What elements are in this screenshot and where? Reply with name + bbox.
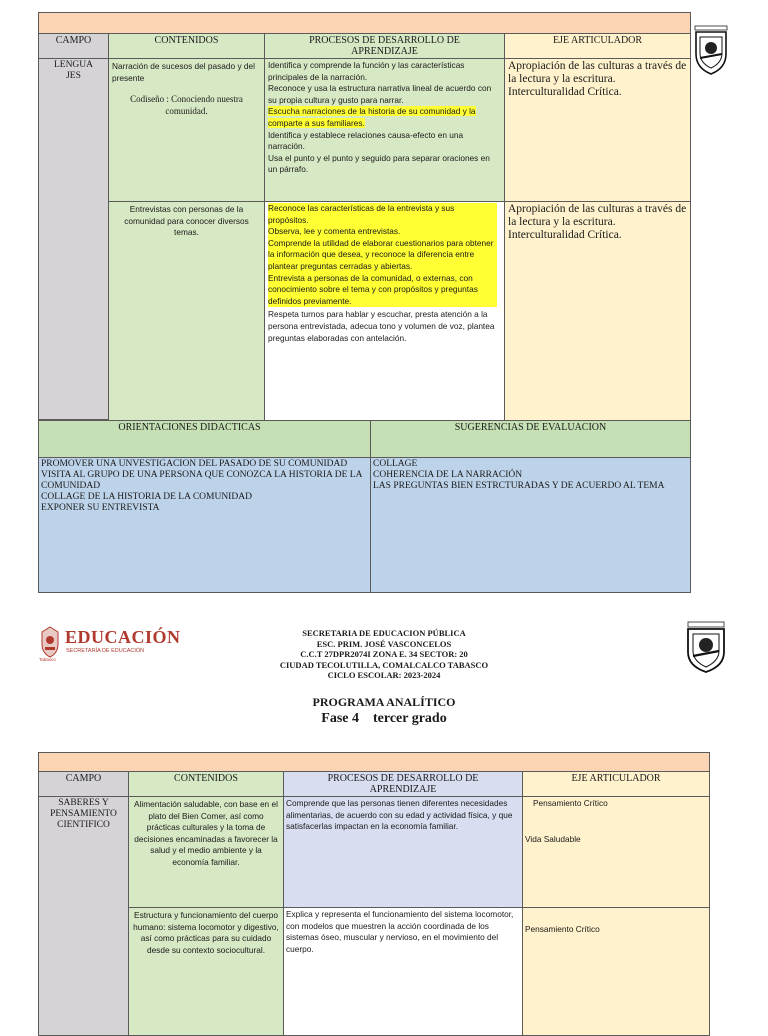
table2-row1-eje-2: Vida Saludable [525,833,581,844]
table2-header-procesos: PROCESOS DE DESARROLLO DE APRENDIZAJE [283,771,523,797]
page-title: PROGRAMA ANALÍTICO [312,695,456,709]
table1-row1-procesos-1: Identifica y comprende la función y las características principales de la narración. [268,60,465,82]
header-line: CICLO ESCOLAR: 2023-2024 [327,670,441,680]
table1-row2-procesos-hl-2: Observa, lee y comenta entrevistas. [268,226,401,237]
table2-row2-eje-text: Pensamiento Crítico [525,924,600,934]
table1-row1-contenidos-1: Narración de sucesos del pasado y del presente [112,61,255,83]
sugerencia-item: COLLAGE [373,459,418,469]
table2-row1-eje-1: Pensamiento Crítico [533,798,608,808]
header-line: CIUDAD TECOLUTILLA, COMALCALCO TABASCO [279,659,489,670]
school-header-block [230,628,538,681]
sugerencias-body [370,457,691,593]
table1-row2-contenidos-text: Entrevistas con personas de la comunidad para conocer diversos temas. [124,204,249,238]
sugerencia-item: LAS PREGUNTAS BIEN ESTRCTURADAS Y DE ACUERDO AL TEMA [373,481,665,491]
table1-row2-procesos-5: Respeta turnos para hablar y escuchar, presta atención a la persona entrevistada, adecua tono y volumen de voz, plantea preguntas elaboradas con antelación. [268,309,495,343]
table2-top-band [38,752,710,772]
table2-row1-procesos [283,796,523,908]
table1-campo-value: LENGUAJES [53,60,94,81]
table1-row2-procesos-hl-3: Comprende la utilidad de elaborar cuestionarios para obtener la información que desea, y reconoce la diferencia entre plantear preguntas cerradas y abiertas. [268,237,494,271]
table1-campo-cell [38,58,109,420]
table2-row1-contenidos [128,796,284,908]
orientaciones-body [38,457,371,593]
table1-row1-procesos [264,58,505,202]
orientacion-item: PROMOVER UNA UNVESTIGACION DEL PASADO DE SU COMUNIDAD [41,459,348,469]
orientacion-item: VISITA AL GRUPO DE UNA PERSONA QUE CONOZCA LA HISTORIA DE LA COMUNIDAD [41,470,362,491]
table1-row2-procesos-hl-1: Reconoce las características de la entrevista y sus propósitos. [268,203,455,225]
header-line: ESC. PRIM. JOSÉ VASCONCELOS [316,638,452,649]
table1-row1-eje-text: Apropiación de las culturas a través de la lectura y la escritura. Interculturalidad Crítica. [508,60,687,98]
table1-row1-eje [504,58,691,202]
header-line: C.C.T 27DPR2074I ZONA E. 34 SECTOR: 20 [300,649,468,659]
sep-tabasco-logo [38,624,198,664]
table1-header-campo: CAMPO [38,33,109,59]
table1-header-procesos: PROCESOS DE DESARROLLO DE APRENDIZAJE [264,33,505,59]
sugerencia-item: COHERENCIA DE LA NARRACIÓN [373,470,523,480]
school-emblem-icon [684,620,728,674]
orientacion-item: COLLAGE DE LA HISTORIA DE LA COMUNIDAD [41,492,252,502]
table1-row2-procesos [264,201,505,421]
table2-row2-contenidos-text: Estructura y funcionamiento del cuerpo humano: sistema locomotor y digestivo, así como prácticas para su cuidado desde su contexto sociocultural. [133,910,279,955]
sugerencias-header: SUGERENCIAS DE EVALUACION [370,420,691,458]
table2-header-eje: EJE ARTICULADOR [522,771,710,797]
table2-row2-eje [522,907,710,1036]
logo-state: Tabasco [39,657,56,662]
table1-row2-procesos-hl-4: Entrevista a personas de la comunidad, o externas, con conocimiento sobre el tema y con propósitos y preguntas definidos previamente. [268,272,478,306]
table1-row1-contenidos-2: Codiseño : Conociendo nuestra comunidad. [130,94,243,116]
table2-header-contenidos: CONTENIDOS [128,771,284,797]
table1-row1-procesos-4: Identifica y establece relaciones causa-efecto en una narración. [268,129,464,152]
table2-header-campo: CAMPO [38,771,129,797]
table2-row1-contenidos-text: Alimentación saludable, con base en el plato del Bien Comer, así como prácticas culturales y la toma de decisiones encaminadas a favorecer la salud y el medio ambiente y la economía familiar. [134,799,278,867]
table1-row1-contenidos [108,58,265,202]
table1-row2-eje [504,201,691,421]
orientaciones-header: ORIENTACIONES DIDACTICAS [38,420,371,458]
header-line: SECRETARIA DE EDUCACION PÚBLICA [302,628,466,638]
table2-row2-contenidos [128,907,284,1036]
table1-row1-procesos-5: Usa el punto y el punto y seguido para separar oraciones en un párrafo. [268,152,490,175]
table1-header-contenidos: CONTENIDOS [108,33,265,59]
school-emblem-icon [692,24,730,76]
logo-word: EDUCACIÓN [65,627,181,647]
orientacion-item: EXPONER SU ENTREVISTA [41,503,160,513]
table1-row1-procesos-2: Reconoce y usa la estructura narrativa lineal de acuerdo con su propia cultura y gusto para narrar. [268,83,492,105]
table2-row1-eje [522,796,710,908]
table1-header-eje: EJE ARTICULADOR [504,33,691,59]
table2-campo-cell [38,796,129,1036]
table2-campo-value: SABERES Y PENSAMIENTO CIENTIFICO [50,798,117,830]
table1-row2-contenidos [108,201,265,421]
table1-top-band [38,12,691,34]
table1-row2-eje-text: Apropiación de las culturas a través de la lectura y la escritura. Interculturalidad Crítica. [508,203,687,241]
table1-row1-procesos-3-highlighted: Escucha narraciones de la historia de su comunidad y la comparte a sus familiares. [268,106,476,128]
table2-row2-procesos [283,907,523,1036]
table2-row2-procesos-text: Explica y representa el funcionamiento del sistema locomotor, con modelos que muestren la acción coordinada de los sistemas óseo, muscular y nervioso, en el movimiento del cuerpo. [286,909,514,954]
logo-sub: SECRETARÍA DE EDUCACIÓN [66,648,145,654]
table2-row1-procesos-text: Comprende que las personas tienen diferentes necesidades alimentarias, de acuerdo con su edad y actividad física, y que satisfacerlas impactan en la economía familiar. [286,798,513,832]
page-subtitle: Fase 4 tercer grado [321,711,447,726]
